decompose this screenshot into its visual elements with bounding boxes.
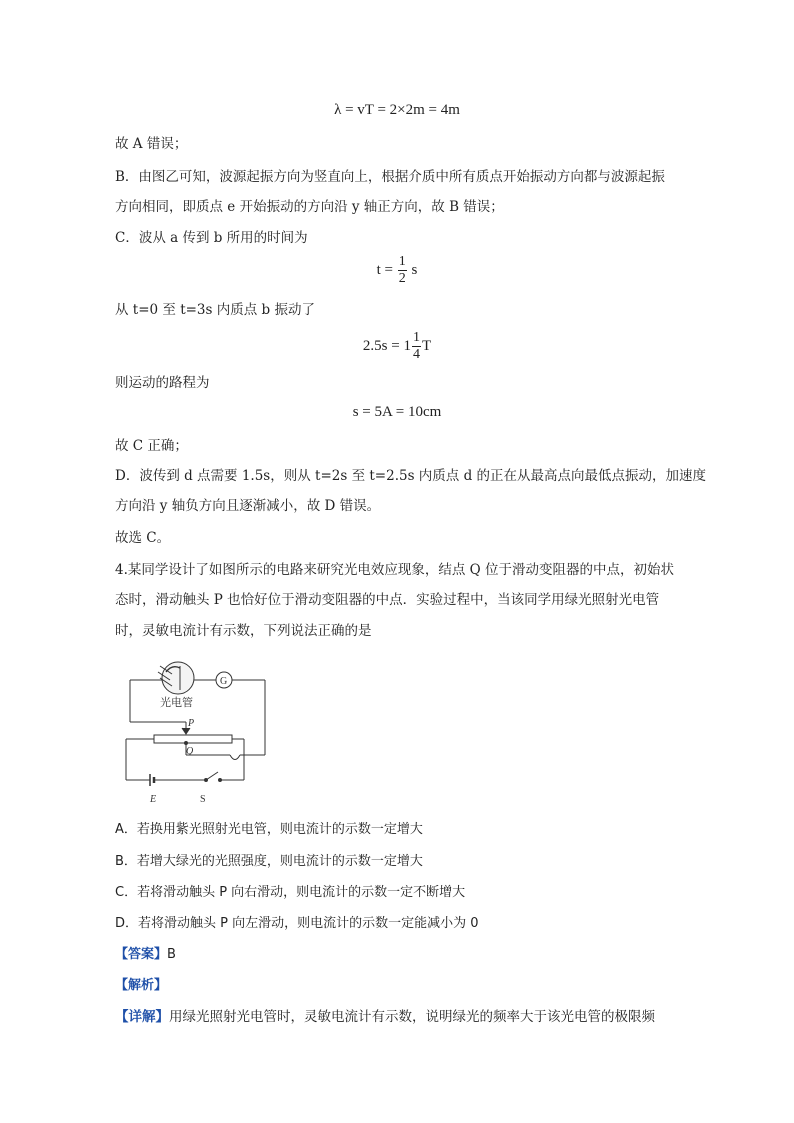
phototube-label: 光电管 [160, 697, 193, 709]
text-c-line1: C．波从 a 传到 b 所用的时间为 [115, 230, 308, 246]
fraction-denominator: 4 [412, 347, 420, 362]
battery-label: E [150, 794, 157, 805]
equation-distance: s = 5A = 10cm [352, 404, 442, 420]
answer-value: B [167, 947, 176, 962]
equation-time [0, 254, 794, 287]
eq-25-lhs: 2.5s = 1 [362, 337, 411, 354]
option-b: B．若增大绿光的光照强度，则电流计的示数一定增大 [115, 854, 423, 869]
slider-p-label: P [188, 718, 195, 729]
fraction-quarter [412, 330, 421, 363]
text-d-line2: 方向沿 y 轴负方向且逐渐减小，故 D 错误。 [115, 498, 381, 514]
rheostat [154, 735, 232, 743]
text-c-line3: 则运动的路程为 [115, 375, 210, 391]
option-c: C．若将滑动触头 P 向右滑动，则电流计的示数一定不断增大 [115, 885, 466, 900]
fraction-numerator: 1 [398, 254, 406, 269]
fraction-half [398, 254, 407, 287]
question4-line3: 时，灵敏电流计有示数，下列说法正确的是 [115, 623, 372, 639]
answer-row [115, 945, 176, 965]
answer-tag: 【答案】 [115, 947, 168, 962]
analysis-row [115, 976, 167, 996]
fraction-numerator: 1 [412, 330, 420, 345]
text-c-right: 故 C 正确； [115, 438, 188, 454]
text-a-wrong: 故 A 错误； [115, 136, 188, 152]
node-q-label: Q [186, 746, 194, 757]
detail-row [115, 1007, 655, 1027]
circuit-diagram [120, 660, 280, 810]
analysis-tag: 【解析】 [115, 978, 168, 993]
phototube-icon [158, 662, 194, 694]
galvanometer-label: G [220, 676, 228, 687]
detail-text: 用绿光照射光电管时，灵敏电流计有示数，说明绿光的频率大于该光电管的极限频 [169, 1009, 655, 1025]
switch-label: S [200, 794, 206, 805]
text-b-line2: 方向相同，即质点 e 开始振动的方向沿 y 轴正方向，故 B 错误； [115, 199, 504, 215]
equation-wavelength: λ = vT = 2×2m = 4m [334, 102, 460, 118]
text-choose: 故选 C。 [115, 530, 171, 546]
question4-line2: 态时，滑动触头 P 也恰好位于滑动变阻器的中点．实验过程中，当该同学用绿光照射光电管 [115, 592, 660, 608]
eq-t-lhs: t = [376, 261, 394, 278]
eq-25-unit: T [421, 337, 432, 354]
text-c-line2: 从 t=0 至 t=3s 内质点 b 振动了 [115, 302, 315, 318]
question4-line1: 4.某同学设计了如图所示的电路来研究光电效应现象，结点 Q 位于滑动变阻器的中点，初始状 [115, 562, 675, 578]
eq-t-unit: s [411, 261, 418, 278]
switch-icon [205, 772, 222, 782]
text-b-line1: B．由图乙可知，波源起振方向为竖直向上，根据介质中所有质点开始振动方向都与波源起振 [115, 169, 665, 185]
equation-period [0, 330, 794, 363]
battery-icon [150, 774, 154, 786]
option-d: D．若将滑动触头 P 向左滑动，则电流计的示数一定能减小为 0 [115, 916, 479, 931]
option-a: A．若换用紫光照射光电管，则电流计的示数一定增大 [115, 822, 423, 837]
fraction-denominator: 2 [398, 271, 406, 286]
detail-tag: 【详解】 [115, 1009, 169, 1025]
text-d-line1: D．波传到 d 点需要 1.5s，则从 t=2s 至 t=2.5s 内质点 d 的正在从最高点向最低点振动，加速度 [115, 468, 707, 484]
